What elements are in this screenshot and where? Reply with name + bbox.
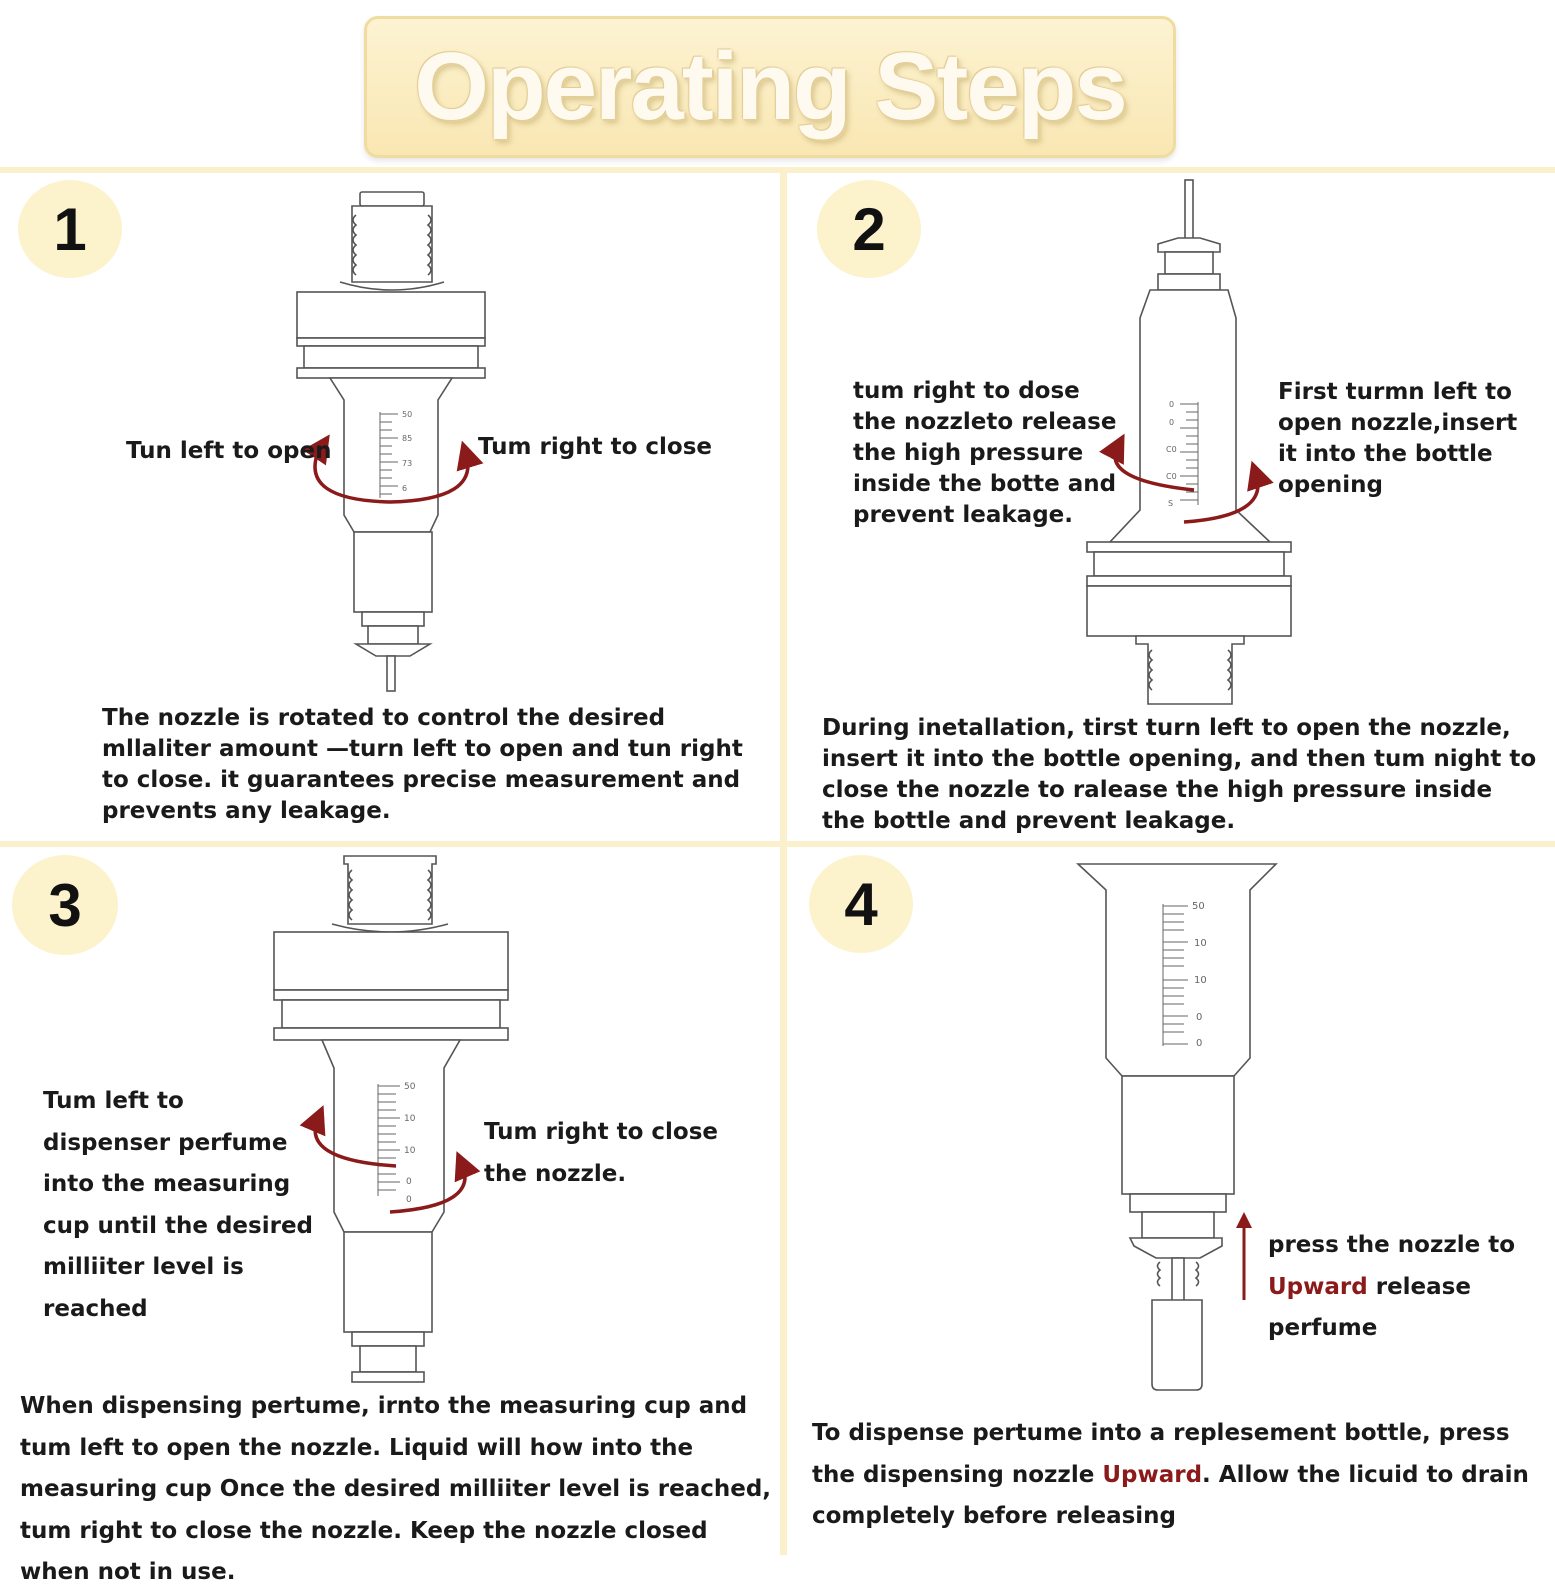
step-4-scale-1: 10: [1194, 938, 1207, 949]
step-1-scale-1: 85: [402, 434, 413, 443]
step-4-description-highlight: Upward: [1102, 1461, 1203, 1488]
step-2-badge: 2: [817, 180, 921, 278]
step-4-description: [812, 1413, 1532, 1538]
step-2-left-label: tum right to dose the nozzleto release the high pressure inside the botte and prevent leakage.: [853, 378, 1117, 528]
step-3-scale-0: 50: [404, 1082, 416, 1092]
step-1-scale-3: 6: [402, 484, 408, 493]
step-4-scale-4: 0: [1196, 1038, 1203, 1049]
step-3-right-label: Tum right to close the nozzle.: [484, 1119, 718, 1187]
step-1-description: The nozzle is rotated to control the desired mllaliter amount —turn left to open and tun right to close. it guarantees precise measurement and prevents any leakage.: [102, 705, 743, 824]
step-4-scale-0: 50: [1192, 901, 1205, 912]
step-1-left-label: Tun left to open: [126, 438, 332, 464]
step-2-description: During inetallation, tirst turn left to open the nozzle, insert it into the bottle opening, and then tum night to close the nozzle to ralease the high pressure inside the bottle and prevent leakage.: [822, 715, 1537, 834]
step-4-label-line2: release: [1367, 1273, 1471, 1300]
step-2-scale-1: 0: [1169, 418, 1175, 427]
step-2-scale-0: 0: [1169, 400, 1175, 409]
step-4-label-line3: perfume: [1268, 1315, 1378, 1341]
step-3-scale-4: 0: [406, 1195, 412, 1205]
step-1-scale-2: 73: [402, 459, 413, 468]
step-2-scale-3: C0: [1166, 472, 1177, 481]
step-3-scale-2: 10: [404, 1146, 416, 1156]
step-4-label-line1: press the nozzle to: [1268, 1232, 1516, 1258]
step-4-scale-3: 0: [1196, 1012, 1203, 1023]
page-title: Operating Steps: [414, 33, 1126, 140]
step-2-right-label: First turmn left to open nozzle,insert it into the bottle opening: [1278, 379, 1518, 498]
step-1-right-label: Tum right to close: [478, 434, 712, 460]
step-4-label-highlight: Upward: [1268, 1273, 1368, 1300]
step-2-scale-4: S: [1168, 499, 1174, 508]
step-4-measuring-cup-icon: [1078, 864, 1276, 1390]
step-4-right-label: [1268, 1225, 1538, 1350]
step-3-left-label: Tum left to dispenser perfume into the measuring cup until the desired milliiter level is reached: [43, 1088, 314, 1322]
step-1-scale-0: 50: [402, 410, 413, 419]
step-3-scale-3: 0: [406, 1177, 412, 1187]
step-2-scale-2: C0: [1166, 445, 1177, 454]
step-3-badge: 3: [12, 855, 118, 955]
step-4-up-arrow-icon: [1236, 1212, 1252, 1300]
step-4-scale-2: 10: [1194, 975, 1207, 986]
step-3-description: When dispensing pertume, irnto the measuring cup and tum left to open the nozzle. Liquid will how into the measuring cup Once the desired milliiter level is reached, tum right to close the nozzle. Keep the nozzle closed when not in use.: [20, 1393, 772, 1585]
step-4-badge: 4: [809, 855, 913, 953]
step-4-description-part2: . Allow the licuid to drain completely before releasing: [812, 1461, 1529, 1529]
step-1-badge: 1: [18, 180, 122, 278]
step-4-description-part1: To dispense pertume into a replesement bottle, press the dispensing nozzle: [812, 1420, 1510, 1488]
step-3-scale-1: 10: [404, 1114, 416, 1124]
